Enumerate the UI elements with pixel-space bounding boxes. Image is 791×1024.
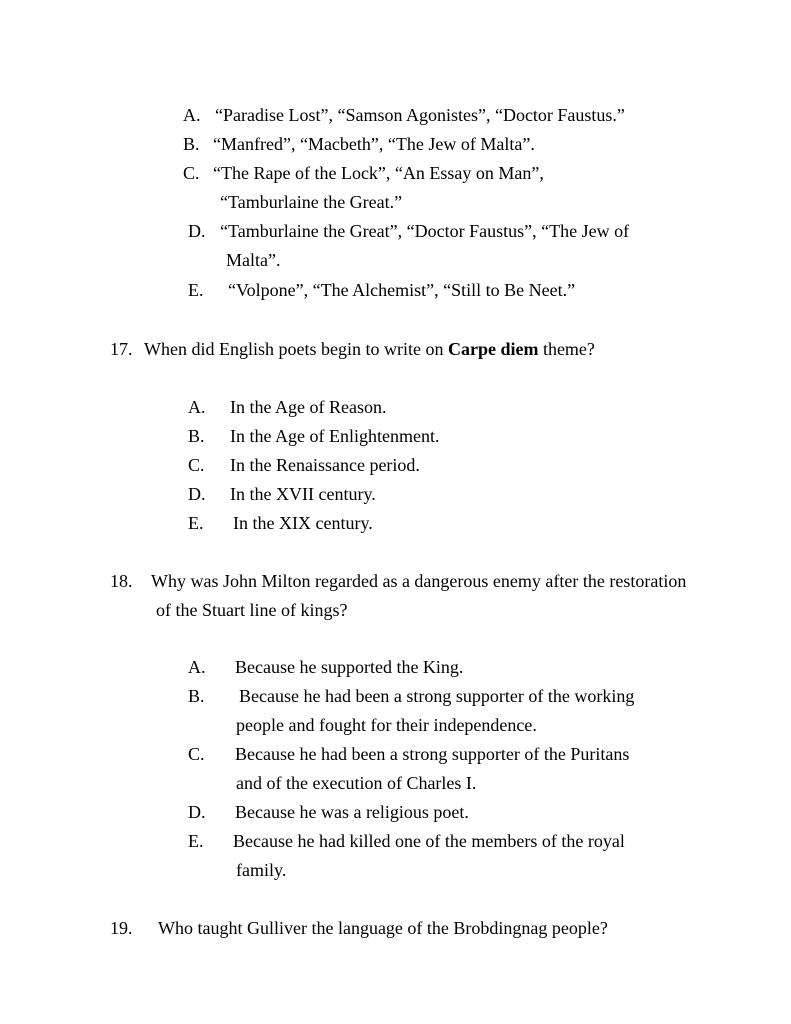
- option-text-continued: and of the execution of Charles I.: [236, 773, 477, 793]
- option-text-continued: people and fought for their independence.: [236, 715, 537, 735]
- option-text: Because he was a religious poet.: [235, 802, 469, 822]
- option-letter: E.: [188, 280, 204, 300]
- question-text: Why was John Milton regarded as a dangerous enemy after the restoration: [151, 571, 687, 591]
- option-text: In the Renaissance period.: [230, 455, 420, 475]
- question-text-continued: of the Stuart line of kings?: [156, 600, 348, 620]
- option-letter: D.: [188, 484, 206, 504]
- option-letter: E.: [188, 831, 204, 851]
- option-text: In the Age of Reason.: [230, 397, 387, 417]
- option-letter: B.: [183, 134, 200, 154]
- option-text: “Manfred”, “Macbeth”, “The Jew of Malta”.: [213, 134, 535, 154]
- option-letter: B.: [188, 686, 205, 706]
- question-number: 17.: [110, 339, 133, 359]
- option-text: Because he had been a strong supporter of the working: [239, 686, 635, 706]
- question-number: 19.: [110, 918, 133, 938]
- option-letter: D.: [188, 802, 206, 822]
- question-number: 18.: [110, 571, 133, 591]
- option-text: Because he supported the King.: [235, 657, 464, 677]
- option-letter: E.: [188, 513, 204, 533]
- option-letter: D.: [188, 221, 206, 241]
- question-text: [144, 338, 595, 360]
- option-text: In the XIX century.: [233, 513, 373, 533]
- q16-option-a: [183, 104, 201, 126]
- option-text-continued: Malta”.: [226, 250, 281, 270]
- question-text-bold: Carpe diem: [447, 339, 539, 359]
- option-text: “The Rape of the Lock”, “An Essay on Man”,: [213, 163, 544, 183]
- q16-option-c: [183, 162, 200, 184]
- option-letter: A.: [183, 105, 201, 125]
- option-text: Because he had killed one of the members of the royal: [233, 831, 625, 851]
- option-text: “Tamburlaine the Great”, “Doctor Faustus”, “The Jew of: [220, 221, 630, 241]
- q16-option-b: [183, 133, 200, 155]
- option-letter: A.: [188, 657, 206, 677]
- q16-option-d: [188, 220, 206, 242]
- option-letter: C.: [188, 744, 205, 764]
- question-text-part: When did English poets begin to write on: [144, 339, 448, 359]
- question-text-part: theme?: [538, 339, 595, 359]
- option-letter: B.: [188, 426, 205, 446]
- option-text: In the Age of Enlightenment.: [230, 426, 440, 446]
- option-text-continued: “Tamburlaine the Great.”: [220, 192, 403, 212]
- option-text: “Volpone”, “The Alchemist”, “Still to Be Neet.”: [228, 280, 576, 300]
- option-text: In the XVII century.: [230, 484, 376, 504]
- q16-option-e: [188, 279, 204, 301]
- option-letter: C.: [183, 163, 200, 183]
- option-letter: C.: [188, 455, 205, 475]
- question-text: Who taught Gulliver the language of the Brobdingnag people?: [158, 918, 608, 938]
- option-text: “Paradise Lost”, “Samson Agonistes”, “Doctor Faustus.”: [215, 105, 625, 125]
- option-text-continued: family.: [236, 860, 287, 880]
- option-letter: A.: [188, 397, 206, 417]
- option-text: Because he had been a strong supporter of the Puritans: [235, 744, 630, 764]
